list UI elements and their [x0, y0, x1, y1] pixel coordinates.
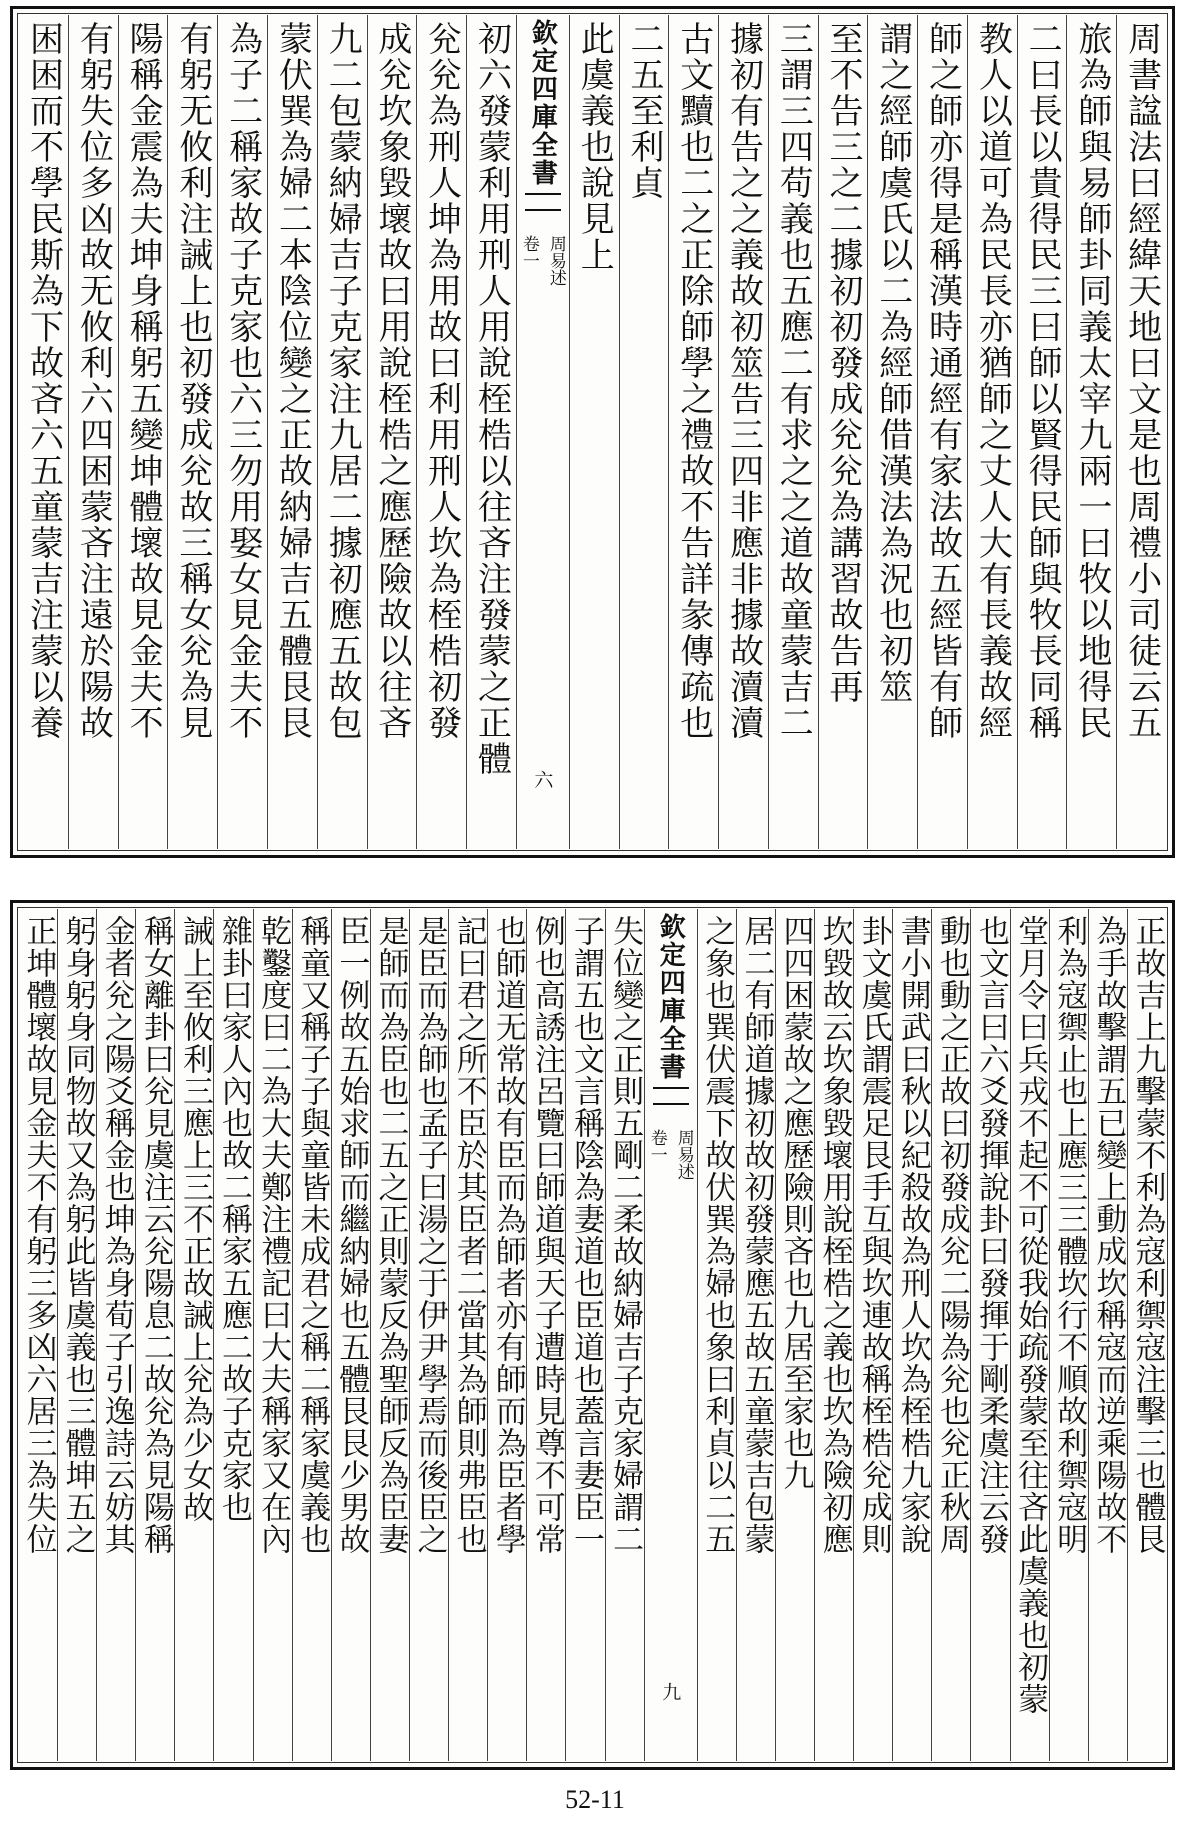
text-column: 稱童又稱子子與童皆未成君之稱二稱家虞義也 — [292, 909, 331, 1761]
library-title: 欽定四庫全書 — [655, 913, 686, 1081]
text-column: 例也高誘注呂覽曰師道與天子遭時見尊不可常 — [526, 909, 565, 1761]
text-column: 古文黷也二之正除師學之禮故不告詳彖傳疏也 — [668, 15, 718, 849]
text-column: 至不告三之二據初初發成兊兊為講習故告再 — [818, 15, 868, 849]
text-column: 誡上至攸利三應上三不正故誡上兊為少女故 — [174, 909, 213, 1761]
text-column: 為手故擊謂五已變上動成坎稱寇而逆乘陽故不 — [1088, 909, 1127, 1761]
fish-tail-ornament-icon — [653, 1087, 689, 1105]
book-title: 周易述 — [545, 235, 566, 286]
text-column: 卦文虞氏謂震足艮手互與坎連故稱桎梏兊成則 — [853, 909, 892, 1761]
book-title: 周易述 — [673, 1129, 694, 1180]
text-column: 九二包蒙納婦吉子克家注九居二據初應五故包 — [317, 15, 367, 849]
text-column: 記曰君之所不臣於其臣者二當其為師則弗臣也 — [448, 909, 487, 1761]
text-column: 兊兊為刑人坤為用故曰利用刑人坎為桎梏初發 — [416, 15, 466, 849]
center-margin-column — [516, 15, 569, 849]
text-column: 教人以道可為民長亦猶師之丈人大有長義故經 — [967, 15, 1017, 849]
fish-tail-ornament-icon — [525, 193, 561, 211]
text-column: 周書諡法曰經緯天地曰文是也周禮小司徒云五 — [1116, 15, 1166, 849]
text-column: 為子二稱家故子克家也六三勿用娶女見金夫不 — [217, 15, 267, 849]
text-column: 初六發蒙利用刑人用說桎梏以往吝注發蒙之正體 — [466, 15, 516, 849]
text-column: 師之師亦得是稱漢時通經有家法故五經皆有師 — [917, 15, 967, 849]
text-column: 堂月令曰兵戎不起不可從我始疏發蒙至往吝此虞義也初蒙 — [1010, 909, 1049, 1761]
text-column: 乾鑿度曰二為大夫鄭注禮記曰大夫稱家又在內 — [253, 909, 292, 1761]
upper-text-columns — [19, 15, 1166, 849]
text-column: 動也動之正故曰初發成兊二陽為兊也兊正秋周 — [931, 909, 970, 1761]
lower-leaf-panel — [10, 900, 1175, 1770]
text-column: 二曰長以貴得民三曰師以賢得民師與牧長同稱 — [1017, 15, 1067, 849]
center-margin-column — [644, 909, 697, 1761]
text-column: 失位變之正則五剛二柔故納婦吉子克家婦謂二 — [605, 909, 644, 1761]
library-title: 欽定四庫全書 — [527, 19, 558, 187]
text-column: 居二有師道據初故初發蒙應五故五童蒙吉包蒙 — [736, 909, 775, 1761]
juan-number: 卷一 — [646, 1129, 667, 1163]
text-column: 雜卦曰家人內也故二稱家五應二故子克家也 — [213, 909, 252, 1761]
text-column: 三謂三四苟義也五應二有求之之道故童蒙吉二 — [768, 15, 818, 849]
text-column: 旅為師與易師卦同義太宰九兩一曰牧以地得民 — [1066, 15, 1116, 849]
leaf-number: 九 — [659, 1682, 682, 1701]
text-column: 成兊坎象毀壞故曰用說桎梏之應歷險故以往吝 — [367, 15, 417, 849]
text-column: 金者兊之陽爻稱金也坤為身荀子引逸詩云妨其 — [96, 909, 135, 1761]
text-column: 坎毀故云坎象毀壞用說桎梏之義也坎為險初應 — [814, 909, 853, 1761]
text-column: 之象也巽伏震下故伏巽為婦也象曰利貞以二五 — [697, 909, 736, 1761]
page-number: 52-11 — [565, 1785, 625, 1814]
text-column: 稱女離卦曰兊見虞注云兊陽息二故兊為見陽稱 — [135, 909, 174, 1761]
text-column: 據初有告之之義故初筮告三四非應非據故瀆瀆 — [718, 15, 768, 849]
lower-text-columns — [19, 909, 1166, 1761]
text-column: 此虞義也說見上 — [569, 15, 619, 849]
text-column: 子謂五也文言稱陰為妻道也臣道也蓋言妻臣一 — [565, 909, 604, 1761]
text-column: 有躬失位多凶故无攸利六四困蒙吝注遠於陽故 — [68, 15, 118, 849]
text-column: 陽稱金震為夫坤身稱躬五變坤體壞故見金夫不 — [118, 15, 168, 849]
text-column: 謂之經師虞氏以二為經師借漢法為況也初筮 — [867, 15, 917, 849]
juan-number: 卷一 — [518, 235, 539, 269]
text-column: 也師道无常故有臣而為師者亦有師而為臣者學 — [487, 909, 526, 1761]
text-column: 利為寇禦止也上應三三體坎行不順故利禦寇明 — [1049, 909, 1088, 1761]
text-column: 是師而為臣也二五之正則蒙反為聖師反為臣妻 — [370, 909, 409, 1761]
leaf-number: 六 — [531, 770, 554, 789]
text-column: 臣一例故五始求師而繼納婦也五體艮艮少男故 — [331, 909, 370, 1761]
text-column: 困困而不學民斯為下故吝六五童蒙吉注蒙以養 — [23, 21, 64, 741]
text-column: 四四困蒙故之應歷險則吝也九居至家也九 — [775, 909, 814, 1761]
text-column: 也文言曰六爻發揮說卦曰發揮于剛柔虞注云發 — [970, 909, 1009, 1761]
text-column: 有躬无攸利注誡上也初發成兊故三稱女兊為見 — [167, 15, 217, 849]
text-column: 正故吉上九擊蒙不利為寇利禦寇注擊三也體艮 — [1127, 909, 1166, 1761]
text-column: 是臣而為師也孟子曰湯之于伊尹學焉而後臣之 — [409, 909, 448, 1761]
text-column: 正坤體壞故見金夫不有躬三多凶六居三為失位 — [20, 915, 57, 1555]
upper-leaf-panel — [10, 6, 1175, 858]
text-column: 躬身躬身同物故又為躬此皆虞義也三體坤五之 — [57, 909, 96, 1761]
text-column: 蒙伏巽為婦二本陰位變之正故納婦吉五體艮艮 — [267, 15, 317, 849]
text-column: 書小開武曰秋以紀殺故為刑人坎為桎梏九家說 — [892, 909, 931, 1761]
text-column: 二五至利貞 — [619, 15, 669, 849]
